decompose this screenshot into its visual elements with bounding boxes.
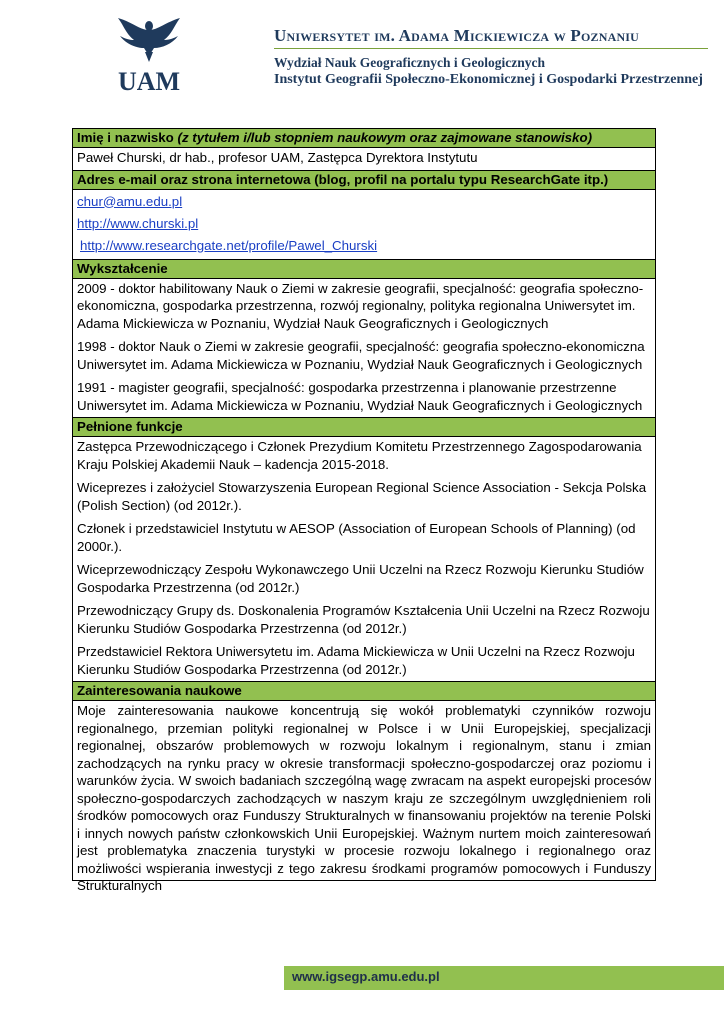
function-item: Wiceprzewodniczący Zespołu Wykonawczego Unii Uczelni na Rzecz Rozwoju Kierunku Studiów Gospodarka Przestrzenna (od 2012r.) [77, 562, 644, 595]
institute-name: Instytut Geografii Społeczno-Ekonomicznej i Gospodarki Przestrzennej [274, 72, 703, 87]
footer-bar [284, 966, 724, 990]
section-body-name [73, 148, 655, 171]
function-item: Przedstawiciel Rektora Uniwersytetu im. Adama Mickiewicza w Unii Uczelni na Rzecz Rozwoju Kierunku Studiów Gospodarka Przestrzenna (od 2012r.) [77, 644, 635, 677]
section-title-name: Imię i nazwisko [77, 130, 174, 145]
researchgate-link[interactable]: http://www.researchgate.net/profile/Pawel_Churski [80, 237, 378, 253]
education-item: 1998 - doktor Nauk o Ziemi w zakresie geografii, specjalność: geografia społeczno-ekonomiczna Uniwersytet im. Adama Mickiewicza w Poznaniu, Wydział Nauk Geograficznych i Geologicznych [77, 339, 645, 372]
section-body-functions [73, 437, 655, 682]
education-item: 2009 - doktor habilitowany Nauk o Ziemi w zakresie geografii, specjalność: geografia społeczno-ekonomiczna, gospodarka przestrzenna, rozwój regionalny, polityka regionalna Uniwersytet im. Adama Mickiewicza w Poznaniu, Wydział Nauk Geograficznych i Geologicznych [77, 280, 644, 331]
function-item: Przewodniczący Grupy ds. Doskonalenia Programów Kształcenia Unii Uczelni na Rzecz Rozwoju Kierunku Studiów Gospodarka Przestrzenna (od 2012r.) [77, 603, 650, 636]
section-body-interests [73, 701, 655, 893]
full-name-value: Paweł Churski, dr hab., profesor UAM, Zastępca Dyrektora Instytutu [77, 150, 478, 165]
section-header-interests: Zainteresowania naukowe [73, 682, 655, 701]
university-name: Uniwersytet im. Adama Mickiewicza w Poznaniu [274, 26, 640, 45]
function-item: Wiceprezes i założyciel Stowarzyszenia European Regional Science Association - Sekcja Polska (Polish Section) (od 2012r.). [77, 480, 647, 513]
section-body-education [73, 279, 655, 419]
email-link[interactable]: chur@amu.edu.pl [77, 193, 183, 209]
page-header [0, 0, 724, 110]
website-link[interactable]: http://www.churski.pl [77, 215, 199, 231]
section-header-contact: Adres e-mail oraz strona internetowa (blog, profil na portalu typu ResearchGate itp.) [73, 171, 655, 190]
faculty-name: Wydział Nauk Geograficznych i Geologicznych [274, 55, 545, 70]
footer-url[interactable]: www.igsegp.amu.edu.pl [292, 969, 440, 984]
section-header-education: Wykształcenie [73, 260, 655, 279]
function-item: Zastępca Przewodniczącego i Członek Prezydium Komitetu Przestrzennego Zagospodarowania Kraju Polskiej Akademii Nauk – kadencja 2015-2018. [77, 439, 642, 472]
function-item: Członek i przedstawiciel Instytutu w AESOP (Association of European Schools of Planning) (od 2000r.). [77, 521, 636, 554]
interests-text: Moje zainteresowania naukowe koncentrują się wokół problematyki czynników rozwoju regionalnego, przemian polityki regionalnej w Polsce i w Unii Europejskiej, specjalizacji regionalnej, obszarów problemowych w rozwoju lokalnym i regionalnym, stanu i zmian zachodzących na rynku pracy w okresie transformacji społeczno-gospodarczej oraz poziomu i warunków życia. W swoich badaniach szczególną wagę zwracam na aspekt europejski procesów społeczno-gospodarczych zachodzących w naszym kraju ze szczególnym uwzględnieniem roli środków pomocowych oraz Funduszy Strukturalnych w finansowaniu projektów na terenie Polski i innych nowych państw członkowskich Unii Europejskiej. Ważnym nurtem moich zainteresowań jest problematyka znaczenia turystyki w procesie rozwoju lokalnego i regionalnego oraz możliwości wspierania inwestycji z tego zakresu środkami programów pomocowych i Funduszy Strukturalnych [77, 703, 651, 893]
education-item: 1991 - magister geografii, specjalność: gospodarka przestrzenna i planowanie przestrzenne Uniwersytet im. Adama Mickiewicza w Poznaniu, Wydział Nauk Geograficznych i Geologicznych [77, 380, 643, 413]
header-divider [274, 48, 708, 49]
section-title-name-note: (z tytułem i/lub stopniem naukowym oraz zajmowane stanowisko) [177, 130, 593, 145]
section-header-name [73, 129, 655, 148]
section-header-functions: Pełnione funkcje [73, 418, 655, 437]
uam-logo [110, 12, 188, 97]
logo-text: UAM [117, 67, 181, 96]
cv-table [72, 128, 656, 893]
section-body-contact [73, 190, 655, 260]
